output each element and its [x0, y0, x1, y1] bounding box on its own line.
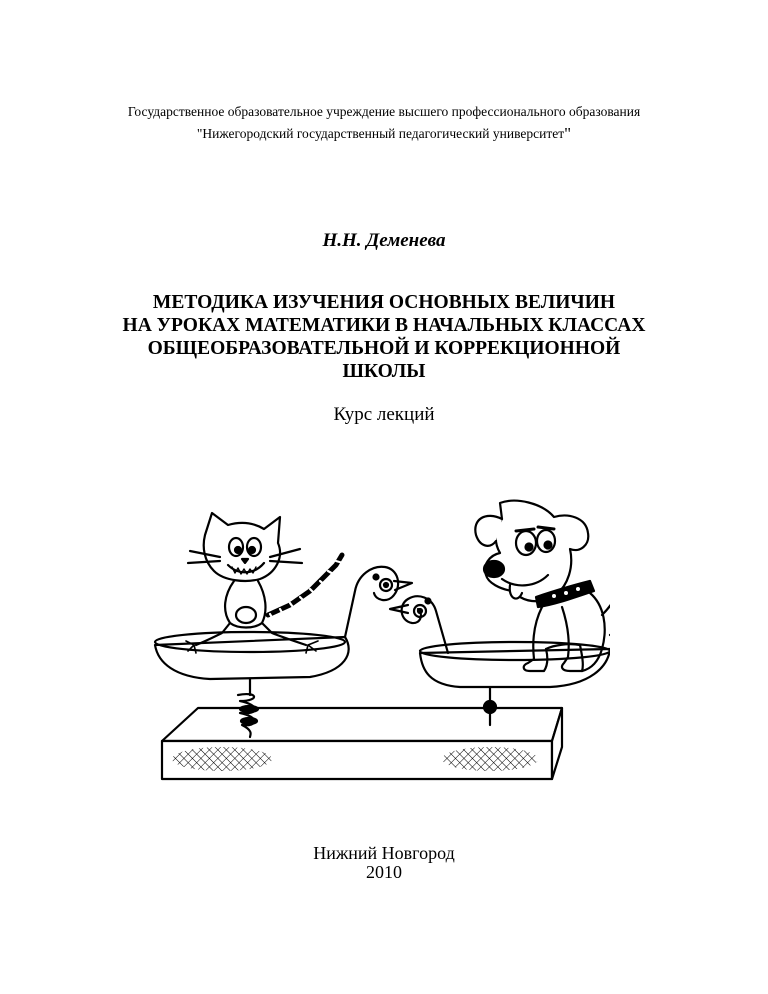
institution-line-1: Государственное образовательное учреждение высшего профессионального образования — [127, 104, 641, 119]
title-line-2: НА УРОКАХ МАТЕМАТИКИ В НАЧАЛЬНЫХ КЛАССАХ — [122, 315, 646, 336]
author-name: Н.Н. Деменева — [322, 230, 446, 251]
scale-base — [162, 708, 562, 779]
institution-name: "Нижегородский государственный педагогический университет — [196, 126, 565, 141]
right-scale-pan — [390, 596, 610, 687]
title-line-1: МЕТОДИКА ИЗУЧЕНИЯ ОСНОВНЫХ ВЕЛИЧИН — [152, 292, 616, 313]
institution-line-2 — [0, 124, 768, 144]
balance-scale-cat-dog-drawing — [150, 495, 610, 785]
title-line-4: ШКОЛЫ — [342, 361, 426, 382]
closing-quote: " — [564, 124, 572, 143]
left-scale-pan — [155, 567, 412, 679]
publication-year: 2010 — [366, 862, 402, 882]
title-line-3: ОБЩЕОБРАЗОВАТЕЛЬНОЙ И КОРРЕКЦИОННОЙ — [147, 338, 621, 359]
publication-city: Нижний Новгород — [313, 843, 455, 863]
subtitle: Курс лекций — [333, 404, 435, 425]
